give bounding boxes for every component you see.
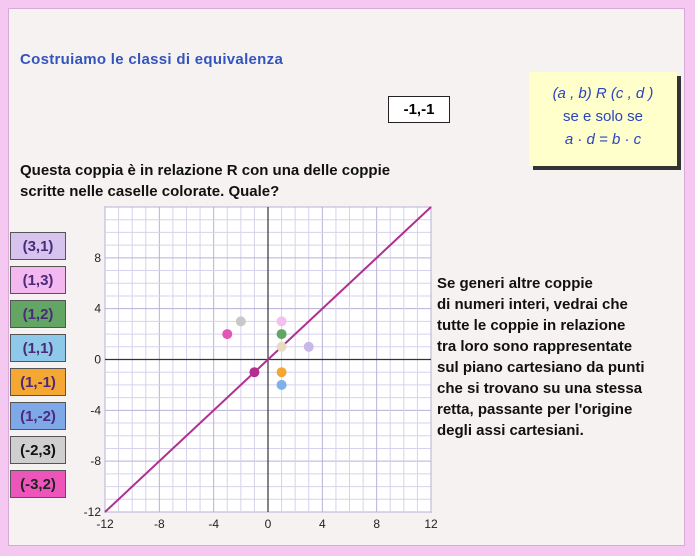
explanation-line: retta, passante per l'origine [437,401,633,418]
y-tick-label: -12 [83,505,101,519]
graph-point [277,316,287,326]
question-line-1: Questa coppia è in relazione R con una delle coppie [20,162,391,179]
graph-point [249,367,259,377]
explanation-line: degli assi cartesiani. [437,422,584,439]
explanation-line: tutte le coppie in relazione [437,317,626,334]
graph-point [236,316,246,326]
choice-minus3-2[interactable]: (-3,2) [10,470,66,498]
page-title: Costruiamo le classi di equivalenza [20,51,284,68]
x-tick-label: -8 [153,517,165,531]
x-tick-label: 0 [264,517,272,531]
choice-boxes [10,232,66,504]
graph-point [304,342,314,352]
y-tick-label: 0 [94,352,101,367]
choice-minus2-3[interactable]: (-2,3) [10,436,66,464]
explanation-text [437,273,687,441]
graph-point [277,329,287,339]
x-tick-label: 12 [424,517,438,531]
definition-line-3: a · d = b · c [564,131,642,148]
relation-definition-box [529,72,677,166]
graph-point [277,342,287,352]
definition-line-2: se e solo se [562,108,644,125]
y-tick-label: 4 [94,301,101,316]
choice-1-minus1[interactable]: (1,-1) [10,368,66,396]
x-tick-label: -12 [96,517,114,531]
graph-point [277,367,287,377]
choice-1-3[interactable]: (1,3) [10,266,66,294]
explanation-line: che si trovano su una stessa [437,380,643,397]
explanation-line: di numeri interi, vedrai che [437,296,628,313]
current-pair-box: -1,-1 [388,96,450,123]
explanation-line: Se generi altre coppie [437,275,593,292]
choice-3-1[interactable]: (3,1) [10,232,66,260]
question-text [20,160,540,202]
graph-point [277,380,287,390]
choice-1-2[interactable]: (1,2) [10,300,66,328]
y-tick-label: -4 [90,403,101,418]
x-tick-label: 4 [318,517,326,531]
cartesian-plane [74,205,436,535]
explanation-line: tra loro sono rappresentate [437,338,633,355]
choice-1-1[interactable]: (1,1) [10,334,66,362]
x-tick-label: -4 [208,517,220,531]
choice-1-minus2[interactable]: (1,-2) [10,402,66,430]
question-line-2: scritte nelle caselle colorate. Quale? [20,183,280,200]
definition-line-1: (a , b) R (c , d ) [552,85,654,102]
graph-point [222,329,232,339]
y-tick-label: 8 [94,250,101,265]
x-tick-label: 8 [373,517,381,531]
y-tick-label: -8 [90,454,101,469]
explanation-line: sul piano cartesiano da punti [437,359,645,376]
